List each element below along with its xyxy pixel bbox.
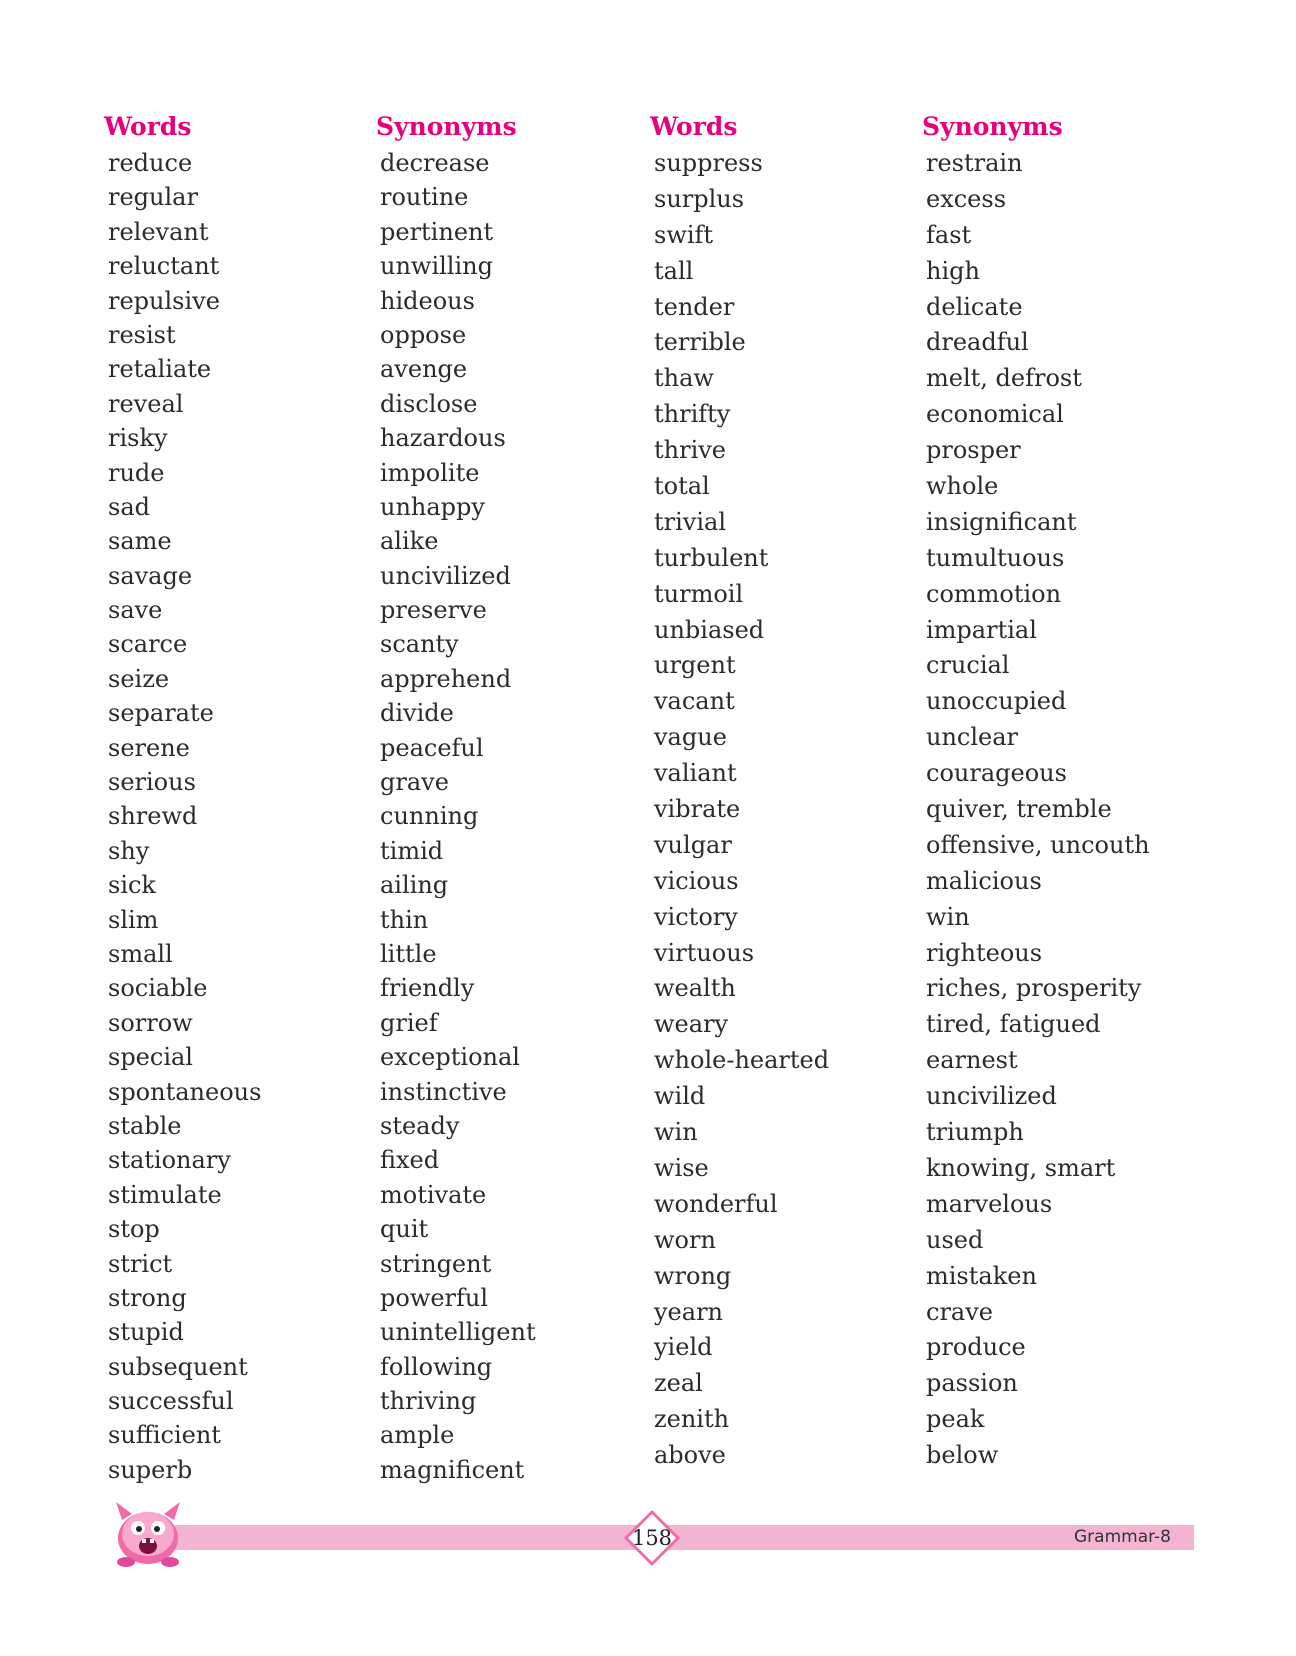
word-item: spontaneous — [108, 1077, 262, 1106]
word-item: yield — [654, 1333, 713, 1362]
synonym-item: below — [926, 1441, 999, 1470]
synonym-item: win — [926, 902, 970, 931]
word-item: shy — [108, 836, 150, 865]
synonym-item: tired, fatigued — [926, 1010, 1101, 1039]
synonym-item: powerful — [380, 1283, 489, 1312]
synonym-item: pertinent — [380, 217, 494, 246]
word-item: shrewd — [108, 802, 198, 831]
word-item: whole-hearted — [654, 1046, 830, 1075]
word-item: sorrow — [108, 1008, 193, 1037]
synonym-item: unclear — [926, 723, 1019, 752]
word-item: vacant — [654, 687, 735, 716]
word-item: sociable — [108, 974, 208, 1003]
synonym-item: unoccupied — [926, 687, 1067, 716]
word-item: wealth — [654, 974, 736, 1003]
word-item: swift — [654, 220, 714, 249]
synonym-item: divide — [380, 699, 454, 728]
synonym-item: grief — [380, 1008, 438, 1037]
word-item: strong — [108, 1283, 187, 1312]
word-item: total — [654, 472, 710, 501]
book-label: Grammar-8 — [1074, 1527, 1171, 1547]
left-synonyms-column — [376, 108, 536, 1487]
synonym-item: exceptional — [380, 1043, 520, 1072]
word-item: weary — [654, 1010, 729, 1039]
synonym-item: fast — [926, 220, 972, 249]
word-item: vibrate — [654, 795, 741, 824]
word-item: separate — [108, 699, 214, 728]
synonym-item: following — [380, 1352, 493, 1381]
word-item: zeal — [654, 1369, 703, 1398]
synonym-item: ample — [380, 1421, 455, 1450]
synonym-item: passion — [926, 1369, 1018, 1398]
synonym-item: peak — [926, 1405, 985, 1434]
word-item: same — [108, 527, 172, 556]
right-synonyms-header: Synonyms — [922, 112, 1063, 141]
word-item: successful — [108, 1387, 234, 1416]
synonym-item: apprehend — [380, 664, 512, 693]
left-words-column — [104, 108, 262, 1487]
word-item: repulsive — [108, 286, 220, 315]
word-item: retaliate — [108, 355, 212, 384]
synonym-item: preserve — [380, 596, 487, 625]
word-item: superb — [108, 1455, 193, 1484]
word-item: stop — [108, 1215, 160, 1244]
page-number: 158 — [631, 1526, 673, 1550]
synonym-item: motivate — [380, 1180, 487, 1209]
word-item: vicious — [654, 866, 739, 895]
synonym-item: stringent — [380, 1249, 492, 1278]
word-item: yearn — [654, 1297, 723, 1326]
synonym-item: routine — [380, 183, 469, 212]
synonym-item: quit — [380, 1215, 429, 1244]
word-item: turmoil — [654, 579, 744, 608]
word-item: subsequent — [108, 1352, 248, 1381]
word-item: tall — [654, 256, 694, 285]
synonym-item: courageous — [926, 759, 1067, 788]
word-item: reveal — [108, 389, 184, 418]
left-synonyms-list — [380, 146, 536, 1487]
synonym-item: righteous — [926, 938, 1043, 967]
word-item: turbulent — [654, 543, 769, 572]
word-item: surplus — [654, 184, 745, 213]
synonym-item: produce — [926, 1333, 1026, 1362]
synonym-item: little — [380, 939, 437, 968]
synonym-item: restrain — [926, 149, 1023, 177]
synonym-item: uncivilized — [926, 1082, 1057, 1111]
synonym-item: knowing, smart — [926, 1153, 1116, 1182]
word-item: suppress — [654, 149, 763, 177]
word-item: tender — [654, 292, 735, 321]
synonym-item: magnificent — [380, 1455, 525, 1484]
synonym-item: used — [926, 1225, 984, 1254]
synonym-item: triumph — [926, 1118, 1024, 1147]
synonym-item: unwilling — [380, 252, 493, 281]
word-item: seize — [108, 664, 170, 693]
synonym-item: timid — [380, 836, 444, 865]
synonym-item: unhappy — [380, 492, 485, 521]
synonym-item: impartial — [926, 615, 1037, 644]
word-item: strict — [108, 1249, 173, 1278]
right-synonyms-column — [922, 108, 1150, 1474]
synonym-item: insignificant — [926, 507, 1077, 536]
right-synonyms-list — [926, 146, 1150, 1474]
word-item: sick — [108, 871, 156, 900]
synonym-item: riches, prosperity — [926, 974, 1142, 1003]
word-item: thrive — [654, 436, 727, 465]
word-item: wonderful — [654, 1189, 778, 1218]
synonym-item: friendly — [380, 974, 475, 1003]
synonym-item: whole — [926, 472, 999, 501]
synonym-item: quiver, tremble — [926, 795, 1112, 824]
word-item: serene — [108, 733, 190, 762]
left-words-header: Words — [104, 112, 192, 141]
word-item: sufficient — [108, 1421, 221, 1450]
right-words-header: Words — [650, 112, 738, 141]
right-words-column — [650, 108, 830, 1474]
synonym-item: disclose — [380, 389, 478, 418]
synonym-item: prosper — [926, 436, 1021, 465]
word-item: savage — [108, 561, 193, 590]
left-words-list — [108, 146, 261, 1487]
word-item: regular — [108, 183, 198, 212]
word-item: special — [108, 1043, 193, 1072]
word-item: small — [108, 939, 173, 968]
synonym-item: thin — [380, 905, 429, 934]
word-item: serious — [108, 768, 196, 797]
word-item: wrong — [654, 1261, 732, 1290]
synonym-item: steady — [380, 1111, 460, 1140]
word-item: terrible — [654, 328, 746, 357]
synonym-item: alike — [380, 527, 439, 556]
word-item: resist — [108, 320, 176, 349]
synonym-item: cunning — [380, 802, 479, 831]
word-item: thrifty — [654, 400, 731, 429]
synonym-item: crucial — [926, 651, 1010, 680]
word-item: vulgar — [654, 830, 732, 859]
word-item: risky — [108, 424, 168, 453]
word-item: scarce — [108, 630, 188, 659]
word-item: trivial — [654, 507, 727, 536]
word-item: urgent — [654, 651, 736, 680]
synonym-item: impolite — [380, 458, 480, 487]
synonym-item: earnest — [926, 1046, 1018, 1075]
word-item: stupid — [108, 1318, 184, 1347]
synonym-item: uncivilized — [380, 561, 511, 590]
word-item: valiant — [654, 759, 737, 788]
synonym-item: ailing — [380, 871, 449, 900]
synonym-item: hideous — [380, 286, 475, 315]
word-item: wise — [654, 1153, 709, 1182]
synonym-item: avenge — [380, 355, 468, 384]
word-item: stable — [108, 1111, 182, 1140]
synonym-item: crave — [926, 1297, 993, 1326]
synonym-item: offensive, uncouth — [926, 830, 1150, 859]
footer-band — [175, 1525, 1194, 1550]
word-item: victory — [654, 902, 738, 931]
word-item: relevant — [108, 217, 209, 246]
synonym-item: hazardous — [380, 424, 506, 453]
synonym-item: peaceful — [380, 733, 484, 762]
pink-monster-icon — [108, 1490, 188, 1570]
word-item: rude — [108, 458, 165, 487]
word-item: reduce — [108, 149, 193, 177]
right-words-list — [654, 146, 829, 1474]
synonym-item: dreadful — [926, 328, 1029, 357]
synonym-item: malicious — [926, 866, 1042, 895]
word-item: stimulate — [108, 1180, 222, 1209]
left-synonyms-header: Synonyms — [376, 112, 517, 141]
synonym-item: melt, defrost — [926, 364, 1082, 393]
word-item: slim — [108, 905, 159, 934]
synonym-item: unintelligent — [380, 1318, 536, 1347]
synonym-item: commotion — [926, 579, 1062, 608]
word-item: sad — [108, 492, 150, 521]
synonym-item: scanty — [380, 630, 459, 659]
word-item: stationary — [108, 1146, 231, 1175]
word-item: thaw — [654, 364, 714, 393]
synonym-item: excess — [926, 184, 1007, 213]
word-item: zenith — [654, 1405, 730, 1434]
word-item: win — [654, 1118, 698, 1147]
synonym-item: high — [926, 256, 980, 285]
synonym-item: tumultuous — [926, 543, 1065, 572]
synonym-item: mistaken — [926, 1261, 1037, 1290]
synonym-item: grave — [380, 768, 449, 797]
synonym-item: decrease — [380, 149, 490, 177]
synonym-item: thriving — [380, 1387, 477, 1416]
word-item: wild — [654, 1082, 706, 1111]
synonym-item: oppose — [380, 320, 467, 349]
page-number-badge — [623, 1509, 681, 1567]
synonym-item: delicate — [926, 292, 1023, 321]
synonym-item: economical — [926, 400, 1064, 429]
synonym-item: instinctive — [380, 1077, 507, 1106]
word-item: unbiased — [654, 615, 765, 644]
word-item: reluctant — [108, 252, 220, 281]
word-item: vague — [654, 723, 727, 752]
word-item: save — [108, 596, 163, 625]
word-item: virtuous — [654, 938, 755, 967]
synonym-item: fixed — [380, 1146, 440, 1175]
word-item: worn — [654, 1225, 716, 1254]
synonym-item: marvelous — [926, 1189, 1053, 1218]
word-item: above — [654, 1441, 726, 1470]
